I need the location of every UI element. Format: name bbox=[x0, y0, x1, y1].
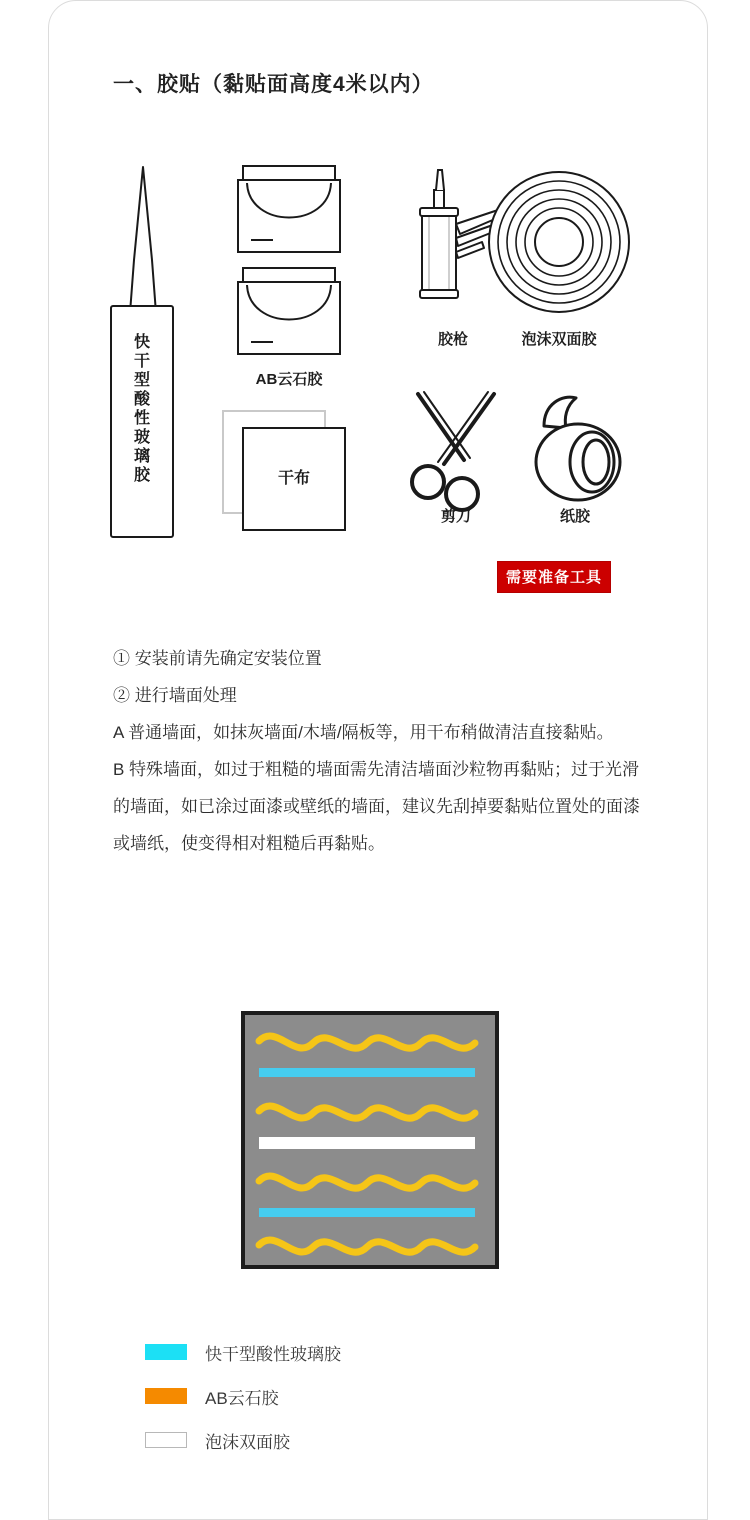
legend-item-glass-glue bbox=[145, 1330, 565, 1374]
step-item-a: A 普通墙面，如抹灰墙面/木墙/隔板等，用干布稍做清洁直接黏贴。 bbox=[113, 723, 614, 742]
ab-glue-cartridge-top-icon bbox=[237, 165, 341, 253]
tube-nozzle-icon bbox=[110, 165, 176, 325]
foam-tape-roll-icon bbox=[485, 168, 633, 316]
wall-diagram-svg bbox=[245, 1015, 495, 1265]
legend-label-foam-tape: 泡沫双面胶 bbox=[205, 1432, 290, 1452]
legend-swatch-glass-glue bbox=[145, 1344, 187, 1360]
paper-tape-icon bbox=[518, 388, 638, 514]
acid-glass-glue-tube-icon bbox=[110, 165, 176, 540]
step-item-b: B 特殊墙面，如过于粗糙的墙面需先清洁墙面沙粒物再黏贴；过于光滑的墙面，如已涂过面漆或壁纸的墙面，建议先刮掉要黏贴位置处的面漆或墙纸，使变得相对粗糙后再黏贴。 bbox=[113, 760, 640, 853]
blue-stripe-2 bbox=[259, 1208, 475, 1217]
steps-text bbox=[113, 640, 643, 862]
legend-label-ab-glue: AB云石胶 bbox=[205, 1388, 279, 1408]
legend-label-glass-glue: 快干型酸性玻璃胶 bbox=[205, 1344, 341, 1364]
white-stripe-1 bbox=[259, 1137, 475, 1149]
legend-item-ab-glue bbox=[145, 1374, 565, 1418]
tools-illustration bbox=[100, 150, 660, 590]
foam-tape-label: 泡沫双面胶 bbox=[521, 331, 597, 348]
wall-application-diagram bbox=[241, 1011, 499, 1269]
scissors-label: 剪刀 bbox=[440, 508, 471, 525]
step-item-1: ① 安装前请先确定安装位置 bbox=[113, 649, 322, 668]
blue-stripe-1 bbox=[259, 1068, 475, 1077]
step-item-2: ② 进行墙面处理 bbox=[113, 686, 237, 705]
cartridge-mark bbox=[251, 239, 273, 241]
tube-label: 快干型酸性玻璃胶 bbox=[133, 334, 150, 484]
legend-item-foam-tape bbox=[145, 1418, 565, 1462]
ab-stone-glue-label: AB云石胶 bbox=[255, 371, 323, 388]
cartridge-mark bbox=[251, 341, 273, 343]
legend bbox=[145, 1330, 565, 1462]
dry-cloth-icon bbox=[222, 410, 352, 540]
ab-glue-cartridge-bottom-icon bbox=[237, 267, 341, 355]
dry-cloth-label: 干布 bbox=[277, 470, 310, 487]
need-tools-badge: 需要准备工具 bbox=[497, 561, 611, 593]
paper-tape-label: 纸胶 bbox=[559, 508, 590, 525]
legend-swatch-foam-tape bbox=[145, 1432, 187, 1448]
legend-swatch-ab-glue bbox=[145, 1388, 187, 1404]
scissors-icon bbox=[400, 390, 512, 516]
glue-gun-label: 胶枪 bbox=[437, 331, 468, 348]
section-title: 一、胶贴（黏贴面高度4米以内） bbox=[113, 73, 434, 96]
